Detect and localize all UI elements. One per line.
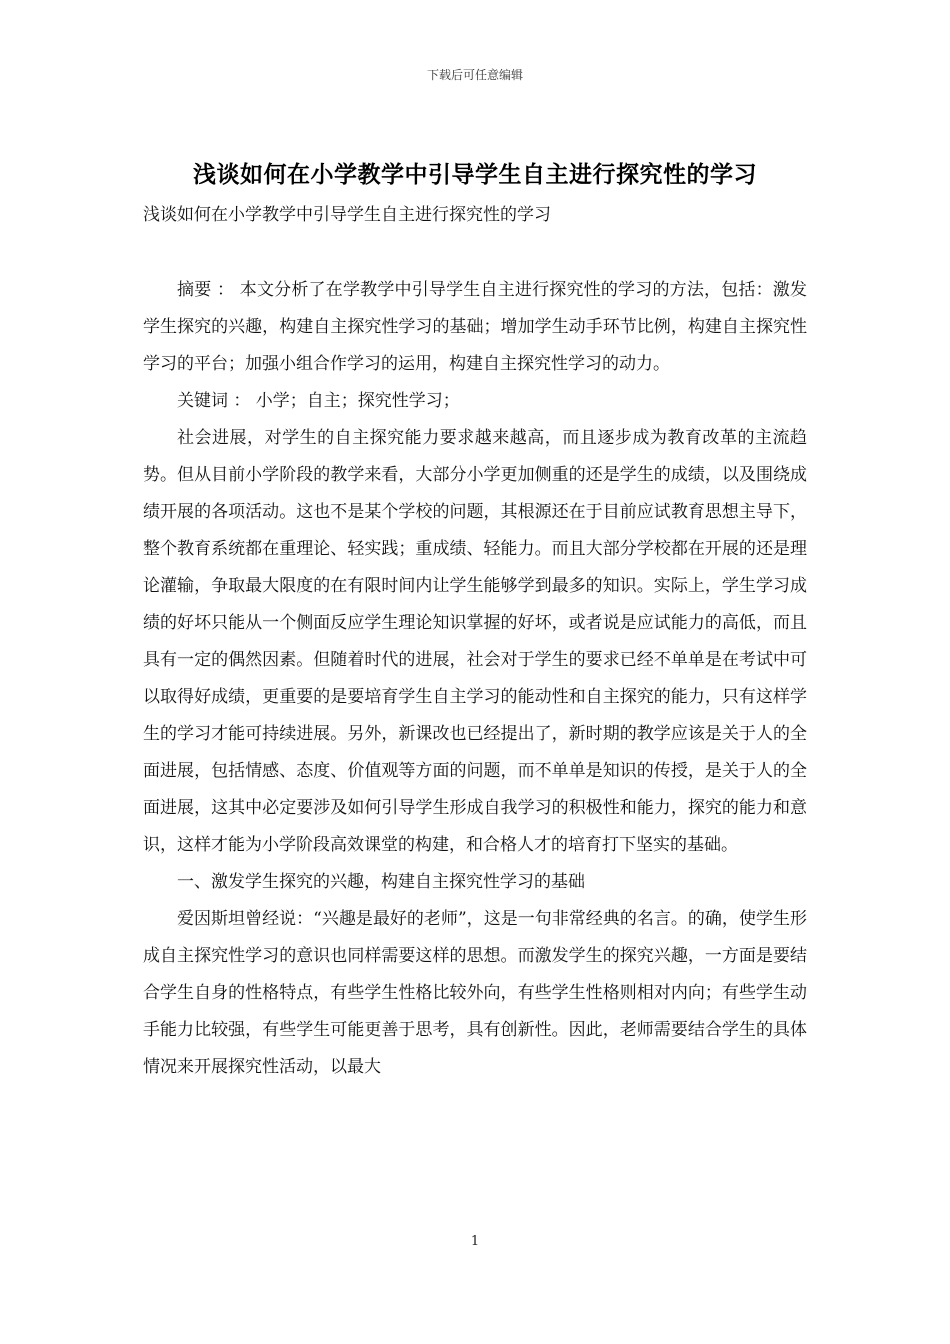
body-paragraph: 爱因斯坦曾经说：“兴趣是最好的老师”，这是一句非常经典的名言。的确，使学生形成自主探究性学习的意识也同样需要这样的思想。而激发学生的探究兴趣，一方面是要结合学生自身的性格特点，有些学生性格比较外向，有些学生性格则相对内向；有些学生动手能力比较强，有些学生可能更善于思考，具有创新性。因此，老师需要结合学生的具体情况来开展探究性活动，以最大	[143, 909, 807, 1077]
document-subtitle: 浅谈如何在小学教学中引导学生自主进行探究性的学习	[143, 205, 551, 225]
body-paragraph: 社会进展，对学生的自主探究能力要求越来越高，而且逐步成为教育改革的主流趋势。但从目前小学阶段的教学来看，大部分小学更加侧重的还是学生的成绩，以及围绕成绩开展的各项活动。这也不是某个学校的问题，其根源还在于目前应试教育思想主导下，整个教育系统都在重理论、轻实践；重成绩、轻能力。而且大部分学校都在开展的还是理论灌输，争取最大限度的在有限时间内让学生能够学到最多的知识。实际上，学生学习成绩的好坏只能从一个侧面反应学生理论知识掌握的好坏，或者说是应试能力的高低，而且具有一定的偶然因素。但随着时代的进展，社会对于学生的要求已经不单单是在考试中可以取得好成绩，更重要的是要培育学生自主学习的能动性和自主探究的能力，只有这样学生的学习才能可持续进展。另外，新课改也已经提出了，新时期的教学应该是关于人的全面进展，包括情感、态度、价值观等方面的问题，而不单单是知识的传授，是关于人的全面进展，这其中必定要涉及如何引导学生形成自我学习的积极性和能力，探究的能力和意识，这样才能为小学阶段高效课堂的构建，和合格人才的培育打下坚实的基础。	[143, 428, 807, 855]
section-heading: 一、激发学生探究的兴趣，构建自主探究性学习的基础	[177, 872, 585, 892]
page-number: 1	[470, 1234, 480, 1249]
keywords-paragraph: 关键词 ： 小学；自主；探究性学习；	[177, 391, 460, 411]
page-header: 下载后可任意编辑	[426, 68, 523, 82]
document-body	[143, 272, 807, 1086]
abstract-paragraph: 摘要 ： 本文分析了在学教学中引导学生自主进行探究性的学习的方法，包括：激发学生探究的兴趣，构建自主探究性学习的基础；增加学生动手环节比例，构建自主探究性学习的平台；加强小组合作学习的运用，构建自主探究性学习的动力。	[143, 280, 807, 374]
document-title: 浅谈如何在小学教学中引导学生自主进行探究性的学习	[193, 161, 757, 188]
